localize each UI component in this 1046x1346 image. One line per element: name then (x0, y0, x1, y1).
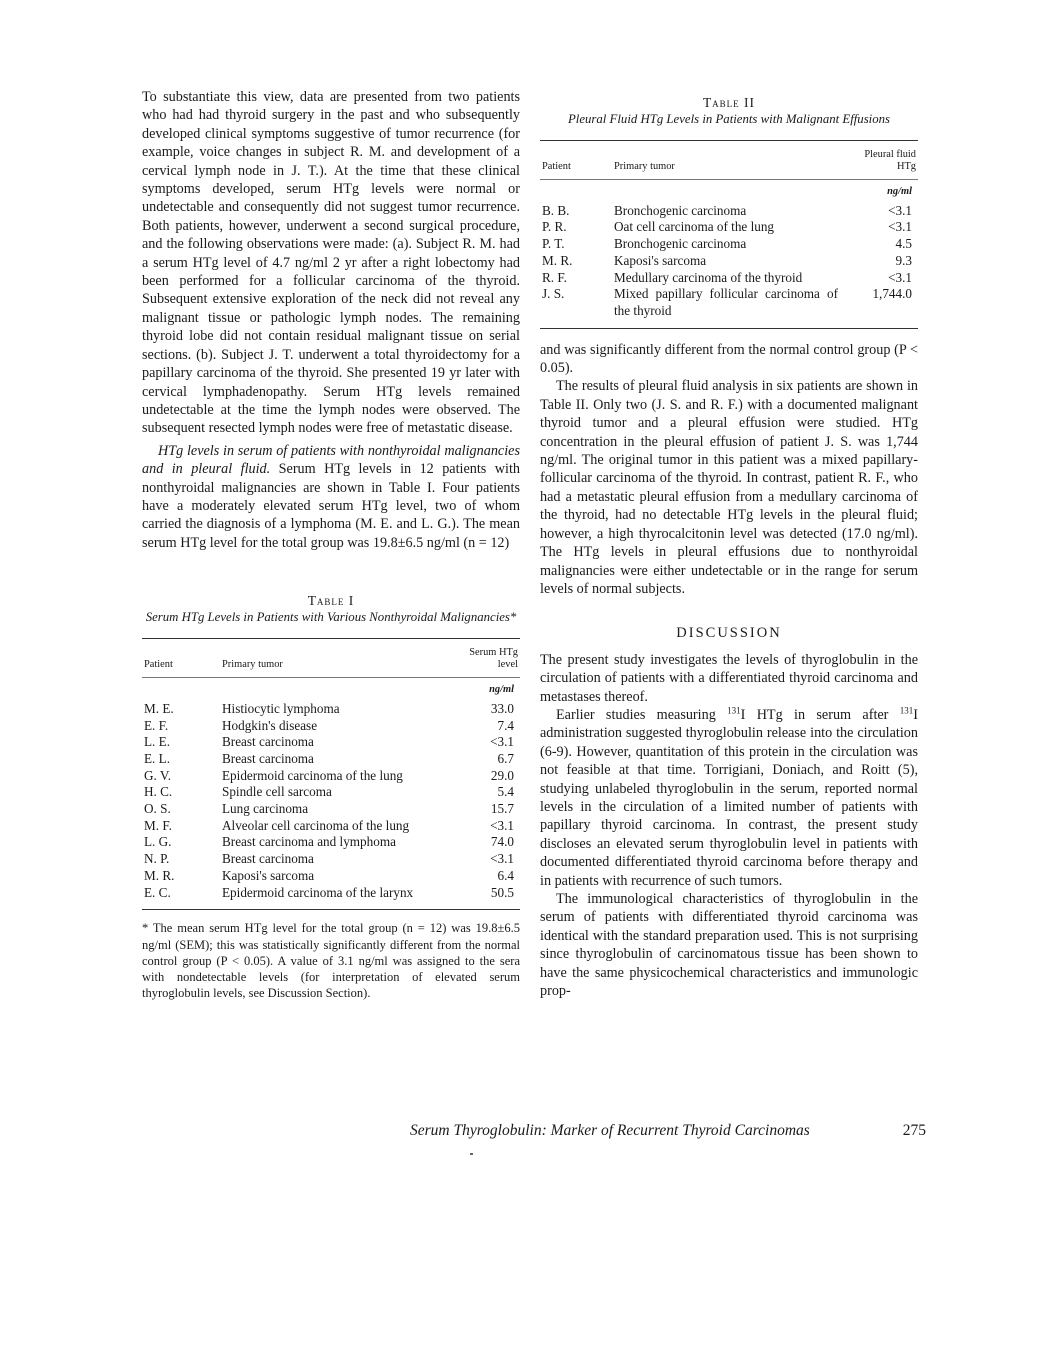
cell-value: 6.4 (497, 867, 514, 883)
cell-value: 7.4 (497, 717, 514, 733)
table-row (142, 801, 520, 818)
cell-patient: E. L. (144, 750, 171, 766)
section-heading: DISCUSSION (676, 625, 782, 642)
cell-tumor: Alveolar cell carcinoma of the lung (222, 817, 410, 833)
unit-label: ng/ml (887, 186, 912, 197)
cell-tumor: Lung carcinoma (222, 801, 309, 817)
cell-patient: J. S. (542, 286, 565, 302)
cell-value: 15.7 (490, 801, 514, 817)
table-footnote: * The mean serum HTg level for the total group (n = 12) was 19.8±6.5 ng/ml (SEM); this was statistically significantly different from the normal control group (P < 0.05). A value of 3.1 ng/ml was assigned to the sera with nondetectable levels (for interpretation of elevated serum thyroglobulin levels, see Discussion Section). (142, 921, 520, 1001)
cell-patient: L. G. (144, 834, 172, 850)
body-paragraph: The present study investigates the levels of thyroglobulin in the circulation of patients with a differentiated thyroid carcinoma and metastases thereof. (540, 651, 918, 705)
table-row (540, 253, 918, 270)
body-text: I administration suggested thyroglobulin release into the circulation (6-9). However, quantitation of this protein in the circulation was not feasible at that time. Torrigiani, Doniach, and Roitt (5), studying unlabeled thyroglobulin in the serum, reported normal levels in the circulation of a limited number of patients with papillary thyroid carcinoma. In contrast, the present study discloses an elevated serum thyroglobulin level in patients with documented differentiated thyroid carcinoma before therapy and in patients with recurrence of such tumors. (540, 706, 918, 889)
cell-tumor: Kaposi's sarcoma (614, 252, 707, 268)
cell-tumor: Kaposi's sarcoma (222, 867, 315, 883)
table-row (142, 701, 520, 718)
table-row (540, 203, 918, 220)
cell-value: <3.1 (490, 851, 514, 867)
table-row (142, 834, 520, 851)
running-title: Serum Thyroglobulin: Marker of Recurrent Thyroid Carcinomas (410, 1122, 810, 1139)
page-number: 275 (902, 1122, 926, 1139)
cell-tumor: Epidermoid carcinoma of the larynx (222, 884, 414, 900)
table-row (142, 851, 520, 868)
cell-tumor: Breast carcinoma and lymphoma (222, 834, 396, 850)
cell-value: 33.0 (490, 700, 514, 716)
cell-value: 74.0 (490, 834, 514, 850)
table-1-grid (142, 638, 520, 910)
cell-value: <3.1 (490, 734, 514, 750)
table-row (142, 751, 520, 768)
isotope-superscript: 131 (899, 705, 914, 716)
cell-tumor: Breast carcinoma (222, 734, 314, 750)
table-row (540, 270, 918, 287)
section-run-in-heading: HTg levels in serum of patients with nonthyroidal malignancies and in pleural fluid. (142, 442, 520, 478)
cell-patient: R. F. (542, 269, 567, 285)
left-column (142, 88, 520, 1001)
cell-tumor: Bronchogenic carcinoma (614, 236, 747, 252)
cell-tumor: Medullary carcinoma of the thyroid (614, 269, 803, 285)
cell-patient: P. R. (542, 219, 567, 235)
table-row (540, 286, 918, 328)
body-paragraph (142, 442, 520, 552)
column-header-value: Pleural fluid HTg (864, 149, 916, 172)
table-row (142, 885, 520, 910)
cell-value: <3.1 (888, 219, 912, 235)
cell-patient: P. T. (542, 236, 565, 252)
table-row (540, 219, 918, 236)
cell-tumor: Breast carcinoma (222, 750, 314, 766)
table-2-grid (540, 140, 918, 329)
body-paragraph (540, 706, 918, 890)
cell-patient: G. V. (144, 767, 171, 783)
body-text: Earlier studies measuring (556, 706, 728, 723)
cell-patient: O. S. (144, 801, 171, 817)
cell-value: <3.1 (888, 202, 912, 218)
cell-tumor: Hodgkin's disease (222, 717, 318, 733)
table-row (540, 236, 918, 253)
column-header-patient: Patient (542, 161, 571, 172)
cell-value: 29.0 (490, 767, 514, 783)
body-paragraph: To substantiate this view, data are presented from two patients who had had thyroid surgery in the past and who subsequently developed clinical symptoms suggestive of tumor recurrence (for example, voice changes in subject R. M. and development of a cervical lymph node in J. T.). At the time that these clinical symptoms developed, serum HTg levels were normal or undetectable and consequently did not suggest tumor recurrence. Both patients, however, underwent a second surgical procedure, and the following observations were made: (a). Subject R. M. had a serum HTg level of 4.7 ng/ml 2 yr after a right lobectomy had been performed for a follicular carcinoma of the thyroid. Subsequent extensive exploration of the neck did not reveal any malignant tissue or pathologic lymph nodes. The remaining thyroid lobe did not contain residual malignant tissue on serial sections. (b). Subject J. T. underwent a total thyroidectomy for a papillary carcinoma of the thyroid. She presented 19 yr later with cervical lymphadenopathy. Serum HTg levels remained undetectable at the time the lymph nodes were observed. The subsequent resected lymph nodes were free of metastatic disease. (142, 89, 520, 437)
cell-patient: N. P. (144, 851, 170, 867)
cell-patient: M. R. (144, 867, 175, 883)
body-text: Serum HTg levels in 12 patients with nonthyroidal malignancies are shown in Table I. Four patients have a moderately elevated serum HTg level, two of whom carried the diagnosis of a lymphoma (M. E. and L. G.). The mean serum HTg level for the total group was 19.8±6.5 ng/ml (n = 12) (142, 461, 520, 551)
page-footer (410, 1122, 926, 1140)
cell-value: 50.5 (490, 884, 514, 900)
cell-value: 9.3 (895, 252, 912, 268)
cell-patient: M. R. (542, 252, 573, 268)
cell-tumor: Mixed papillary follicular carcinoma of the thyroid (614, 286, 838, 318)
body-text: I HTg in serum after (740, 706, 900, 723)
cell-tumor: Epidermoid carcinoma of the lung (222, 767, 403, 783)
table-1 (142, 592, 520, 1001)
table-row (142, 868, 520, 885)
cell-tumor: Histiocytic lymphoma (222, 700, 340, 716)
cell-patient: M. E. (144, 700, 174, 716)
cell-patient: M. F. (144, 817, 172, 833)
table-caption: Serum HTg Levels in Patients with Various Nonthyroidal Malignancies* (145, 610, 517, 625)
cell-tumor: Oat cell carcinoma of the lung (614, 219, 775, 235)
body-paragraph: The results of pleural fluid analysis in six patients are shown in Table II. Only two (J. S. and R. F.) with a documented malignant thyroid tumor and a pleural effusion were studied. HTg concentration in the pleural effusion of patient J. S. was 1,744 ng/ml. The original tumor in this patient was a mixed papillary-follicular carcinoma of the thyroid. In contrast, patient R. F., who had a metastatic pleural effusion from a medullary carcinoma of the thyroid, had no detectable HTg levels in the pleural fluid; however, a high thyrocalcitonin level was detected (17.0 ng/ml). The HTg levels in pleural effusions due to nonthyroidal malignancies were either undetectable or in the range for serum levels of normal subjects. (540, 378, 918, 597)
cell-patient: E. F. (144, 717, 169, 733)
cell-value: 1,744.0 (872, 286, 912, 302)
table-2 (540, 94, 918, 329)
table-caption: Pleural Fluid HTg Levels in Patients with Malignant Effusions (567, 112, 891, 126)
cell-patient: H. C. (144, 784, 173, 800)
table-row (142, 768, 520, 785)
cell-value: 6.7 (497, 750, 514, 766)
cell-patient: B. B. (542, 202, 570, 218)
column-header-patient: Patient (144, 659, 173, 671)
right-column (540, 94, 918, 1000)
column-header-value: Serum HTg level (469, 647, 518, 671)
body-paragraph: The immunological characteristics of thyroglobulin in the serum of patients with differentiated thyroid carcinoma was identical with the standard preparation used. This is not surprising since thyroglobulin of carcinomatous tissue has been shown to have the same physicochemical characteristics and immunologic prop- (540, 891, 918, 1000)
print-mark (470, 1153, 473, 1155)
cell-tumor: Spindle cell sarcoma (222, 784, 332, 800)
cell-tumor: Bronchogenic carcinoma (614, 202, 747, 218)
isotope-superscript: 131 (727, 705, 741, 716)
column-header-tumor: Primary tumor (614, 161, 675, 172)
table-row (142, 718, 520, 735)
table-row (142, 734, 520, 751)
column-header-tumor: Primary tumor (222, 659, 283, 671)
table-label: Table II (702, 95, 756, 110)
cell-tumor: Breast carcinoma (222, 851, 314, 867)
cell-value: 4.5 (895, 236, 912, 252)
unit-label: ng/ml (489, 684, 514, 696)
cell-patient: L. E. (144, 734, 171, 750)
table-label: Table I (307, 593, 355, 609)
table-row (142, 784, 520, 801)
table-row (142, 818, 520, 835)
body-paragraph: and was significantly different from the normal control group (P < 0.05). (540, 341, 918, 377)
cell-value: 5.4 (497, 784, 514, 800)
cell-value: <3.1 (888, 269, 912, 285)
cell-value: <3.1 (490, 817, 514, 833)
cell-patient: E. C. (144, 884, 171, 900)
